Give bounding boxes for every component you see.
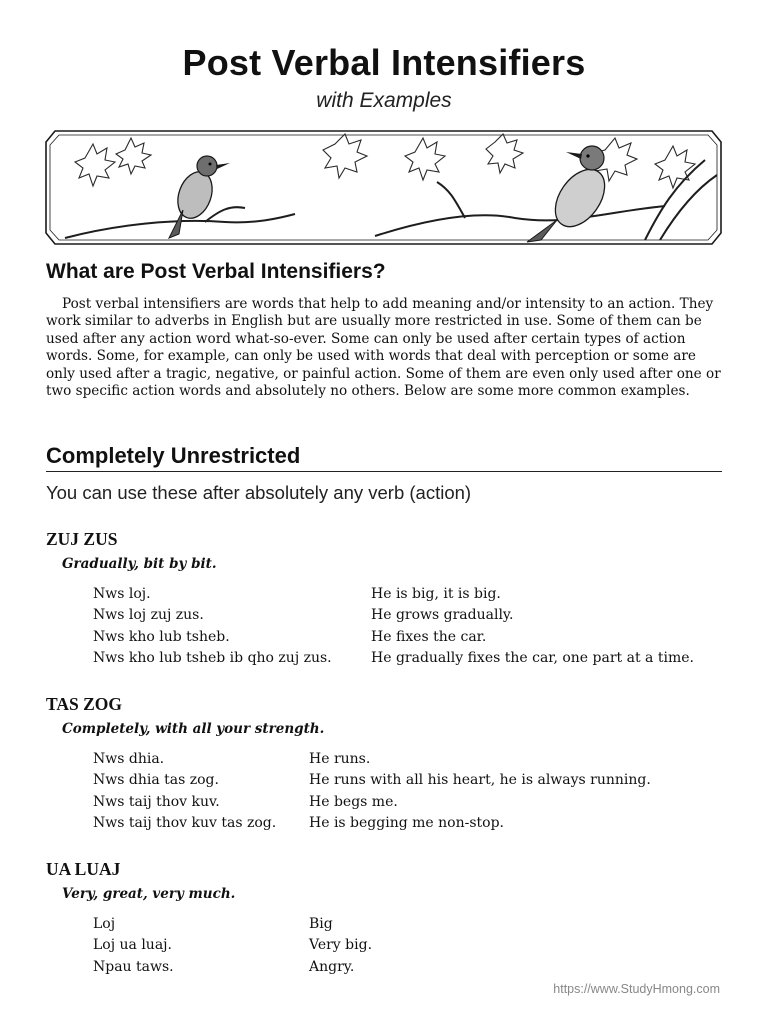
example-row	[93, 957, 355, 978]
example-row	[93, 935, 373, 956]
entry-term: TAS ZOG	[46, 694, 123, 714]
page-subtitle: with Examples	[316, 89, 452, 112]
intro-paragraph: Post verbal intensifiers are words that help to add meaning and/or intensity to an action. They work similar to adverbs in English but are usually more restricted in use. Some of them can be used after any action word what-so-ever. Some can only be used after certain types of action words. Some, for example, can only be used with words that deal with perception or some are only used after a tragic, negative, or painful action. Some of them are even only used after one or two specific action words and absolutely no others. Below are some more common examples.	[46, 296, 721, 400]
english-translation: He runs.	[309, 751, 371, 767]
hmong-sentence: Loj ua luaj.	[93, 937, 172, 954]
example-row	[93, 770, 651, 791]
english-translation: He is begging me non-stop.	[309, 814, 504, 831]
footer-url: https://www.StudyHmong.com	[553, 982, 720, 996]
english-translation: He grows gradually.	[371, 607, 514, 624]
example-row	[93, 584, 501, 605]
entry-gloss: Very, great, very much.	[62, 886, 236, 902]
example-row	[93, 749, 371, 770]
entry-gloss: Completely, with all your strength.	[62, 721, 325, 737]
hmong-sentence: Nws kho lub tsheb.	[93, 628, 230, 645]
example-row	[93, 914, 333, 935]
english-translation: He gradually fixes the car, one part at a time.	[371, 649, 694, 666]
example-row	[93, 648, 694, 669]
example-list	[93, 584, 694, 669]
entry-gloss: Gradually, bit by bit.	[62, 556, 217, 572]
intro-heading: What are Post Verbal Intensifiers?	[46, 260, 386, 283]
page-title: Post Verbal Intensifiers	[182, 42, 586, 83]
hmong-sentence: Nws loj zuj zus.	[93, 607, 204, 624]
hmong-sentence: Loj	[93, 916, 116, 932]
hmong-sentence: Npau taws.	[93, 958, 174, 975]
section-heading: Completely Unrestricted	[46, 441, 722, 472]
english-translation: Angry.	[309, 958, 355, 975]
example-row	[93, 627, 487, 648]
hmong-sentence: Nws taij thov kuv.	[93, 793, 220, 810]
english-translation: He is big, it is big.	[371, 586, 501, 602]
entry-term: ZUJ ZUS	[46, 529, 118, 549]
english-translation: He runs with all his heart, he is always running.	[309, 772, 651, 789]
english-translation: Very big.	[309, 937, 373, 954]
example-row	[93, 813, 504, 834]
section-subheading: You can use these after absolutely any verb (action)	[46, 482, 472, 503]
birds-banner-illustration	[45, 130, 722, 245]
hmong-sentence: Nws taij thov kuv tas zog.	[93, 814, 277, 831]
hmong-sentence: Nws dhia tas zog.	[93, 772, 219, 789]
example-row	[93, 605, 514, 626]
hmong-sentence: Nws dhia.	[93, 751, 165, 767]
hmong-sentence: Nws loj.	[93, 586, 151, 602]
english-translation: Big	[309, 916, 333, 932]
entry-term: UA LUAJ	[46, 859, 121, 879]
english-translation: He begs me.	[309, 793, 398, 810]
example-row	[93, 792, 398, 813]
english-translation: He fixes the car.	[371, 628, 487, 645]
hmong-sentence: Nws kho lub tsheb ib qho zuj zus.	[93, 649, 332, 666]
example-list	[93, 914, 373, 978]
example-list	[93, 749, 651, 834]
